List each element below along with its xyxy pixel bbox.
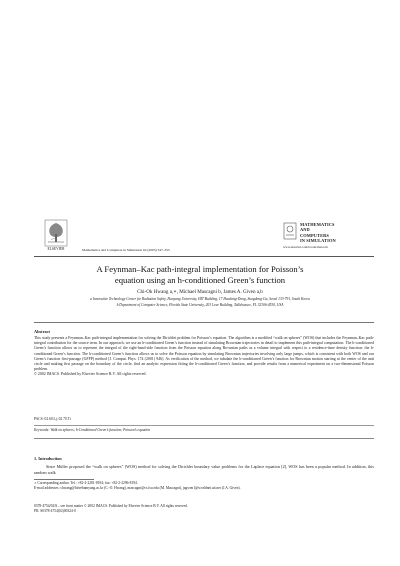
journal-title-line: AND (300, 227, 310, 233)
abstract-text: This study presents a Feynman–Kac path-integral implementation for solving the Dirichlet problem for Poisson’s equation. The algorithm is a modified “walk on spheres” (WOS) that includes the Feynman–Kac path-integral contribution for the source term. In our approach, we use an h-conditioned Green’s function instead of simulating Brownian trajectories in detail to implement this path-integral computation. The h-conditioned Green’s function allows us to represent the integral of the right-hand-side function from the Poisson equation along Brownian paths as a volume integral with respect to a residence-time density function: the h-conditioned Green’s function. The h-conditioned Green’s function allows us to solve the Poisson equation by simulating Brownian trajectories involving only large jumps, which is consistent with both WOS and our Green’s function first-passage (GFFP) method [J. Comput. Phys. 174 (2001) 946]. As verification of the method, we tabulate the h-conditioned Green’s function for Brownian motion starting at the center of the unit circle and making first passage on the boundary of the circle, find an analytic expression fitting the h-conditioned Green’s function, and provide results from a numerical experiment on a two-dimensional Poisson problem. (34, 336, 374, 372)
affiliations (50, 297, 350, 307)
affiliation-a: a Innovative Technology Center for Radiation Safety, Hanyang University, HIT Building, 17 Haedang-Dong, Sungdong-Gu, Seoul 133-791, South Korea (90, 297, 310, 301)
abstract-copyright: © 2002 IMACS. Published by Elsevier Science B.V. All rights reserved. (34, 372, 147, 377)
pii-line: PII: S0378-4754(02)00324-0 (34, 508, 76, 513)
keywords-divider (34, 425, 374, 426)
issn-block (34, 504, 374, 513)
abstract-body (34, 336, 374, 378)
journal-reference: Mathematics and Computers in Simulation 62 (2003) 347–355 (82, 248, 170, 252)
footnotes (34, 481, 374, 490)
keywords: Keywords: Walk on spheres; h-Conditioned Green’s function; Poisson’s equation (34, 428, 151, 432)
abstract-divider (34, 322, 374, 323)
journal-url[interactable]: www.elsevier.com/locate/matcom (283, 245, 328, 250)
issn-line: 0378-4754/02/$ – see front matter © 2002 IMACS. Published by Elsevier Science B.V. All rights reserved. (34, 504, 188, 508)
header-divider (34, 256, 374, 257)
journal-logo (283, 222, 371, 249)
footnote-corresponding-author: ∗ Corresponding author. Tel.: +82-2-2281-8194; fax: +82-2-2296-8194. (34, 481, 138, 485)
intro-paragraph: Since Müller proposed the “walk on spheres” (WOS) method for solving the Dirichlet boundary value problems for the Laplace equation [2], WOS has been a popular method. In addition, this random walk (34, 464, 374, 475)
journal-title-line: MATHEMATICS (300, 222, 335, 227)
journal-emblem-icon (283, 222, 297, 240)
author-list: Chi-Ok Hwang a,∗, Michael Mascagni b, James A. Given a,b (137, 289, 263, 295)
footnote-divider (34, 479, 94, 480)
title-line-2: equation using an h-conditioned Green’s function (114, 274, 286, 285)
abstract-heading: Abstract (34, 329, 50, 334)
publisher-name: ELSEVIER (47, 247, 65, 251)
section-heading: 1. Introduction (34, 456, 62, 461)
front-matter-divider (34, 438, 374, 439)
affiliation-b: b Department of Computer Science, Florida State University, 203 Love Building, Tallahassee, FL 32306-4530, USA (116, 302, 284, 307)
footnote-emails: E-mail addresses: chwang@hitvebamyang.ac.kr (C.-O. Hwang), mascagni@cs.fsu.edu (M. Mascagni), jagwen1@worldnet.att.net (J.A. Given). (34, 485, 241, 490)
pacs-codes: PACS: 02.60.Lj; 02.70.Tt (34, 417, 71, 421)
title-line-1: A Feynman–Kac path-integral implementation for Poisson’s (96, 264, 304, 274)
paper-title (40, 264, 360, 285)
elsevier-tree-logo (44, 219, 68, 247)
journal-title-line: IN SIMULATION (300, 237, 336, 243)
journal-title-line: COMPUTERS (300, 232, 329, 238)
